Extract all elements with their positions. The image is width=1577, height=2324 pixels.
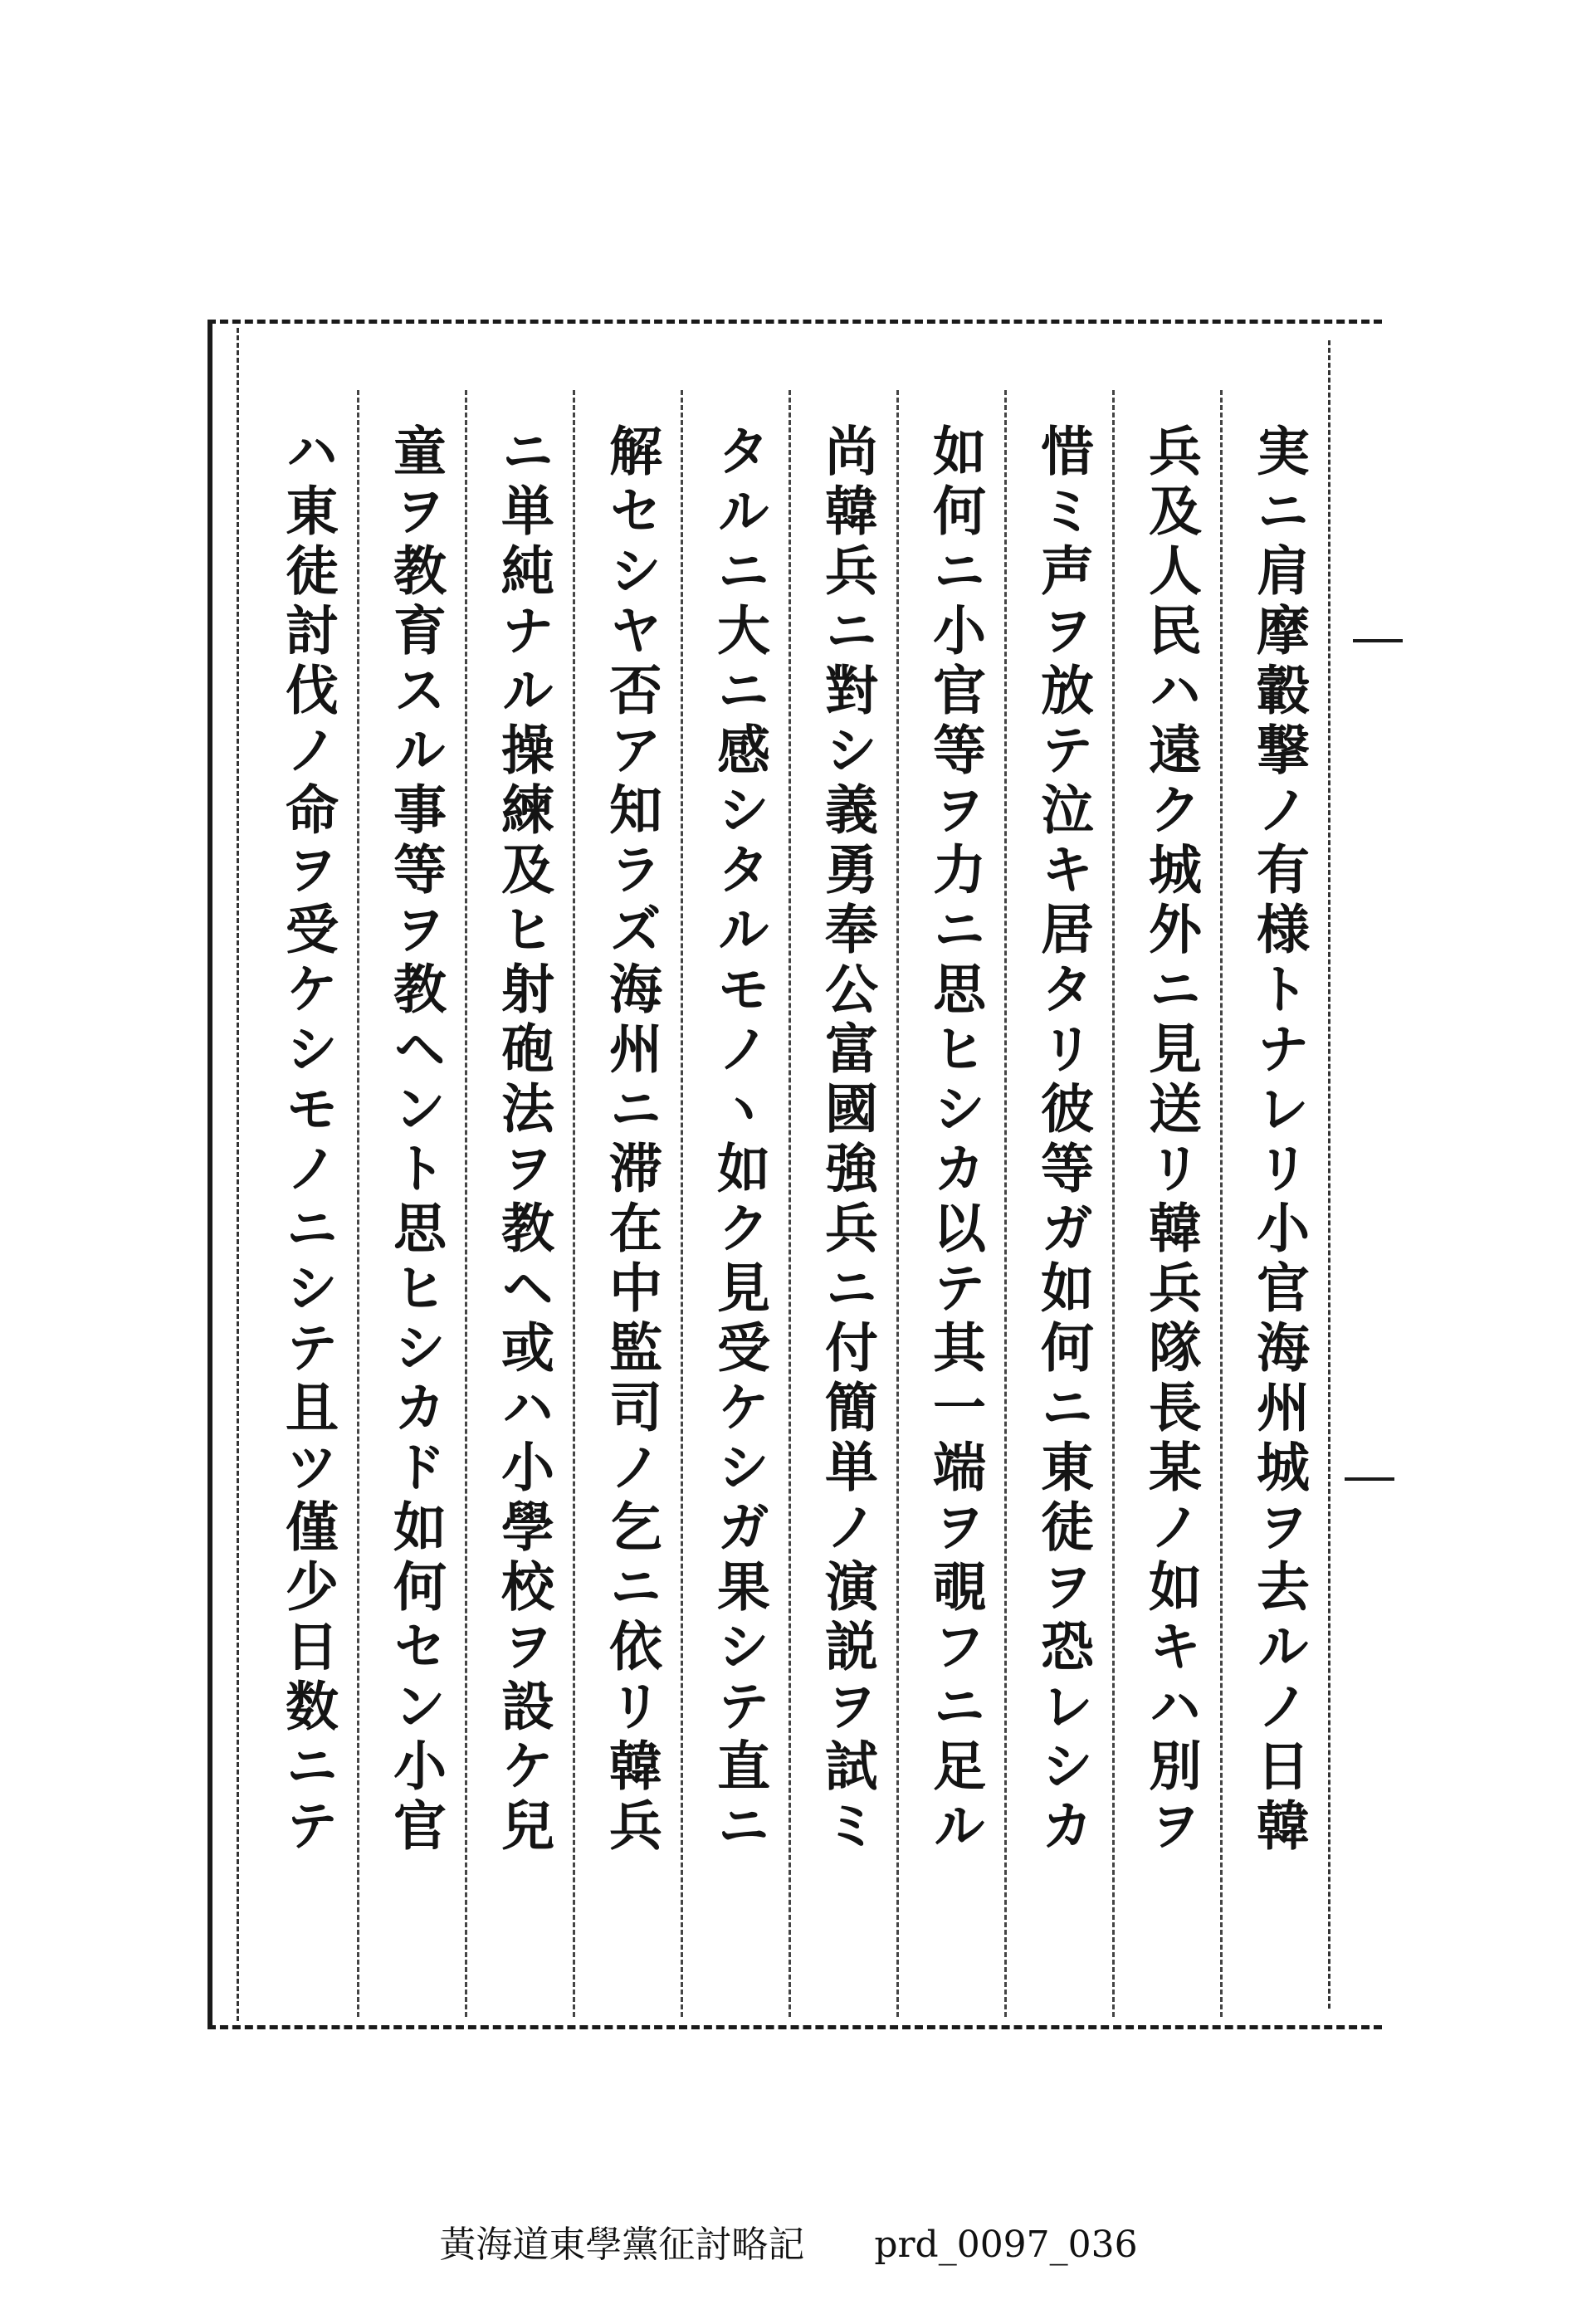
column-rule bbox=[681, 390, 683, 2017]
column-rule bbox=[465, 390, 467, 2017]
frame-left-border bbox=[208, 320, 212, 2029]
column-rule bbox=[357, 390, 359, 2017]
text-column-3: 惜ミ声ヲ放テ泣キ居タリ彼等ガ如何ニ東徒ヲ恐レシカ bbox=[1032, 423, 1094, 1858]
text-column-5: 尚韓兵ニ對シ義勇奉公富國強兵ニ付簡単ノ演説ヲ試ミ bbox=[816, 423, 878, 1858]
text-column-9: 童ヲ教育スル事等ヲ教ヘント思ヒシカド如何セン小官 bbox=[384, 423, 447, 1858]
page-code: prd_0097_036 bbox=[874, 2224, 1138, 2266]
text-column-4: 如何ニ小官等ヲ力ニ思ヒシカ以テ其一端ヲ覗フニ足ル bbox=[924, 423, 986, 1858]
margin-tick-lower bbox=[1345, 1477, 1394, 1481]
column-rule bbox=[1112, 390, 1115, 2017]
frame-right-rule bbox=[1328, 340, 1330, 2009]
text-column-8: ニ単純ナル操練及ヒ射砲法ヲ教ヘ或ハ小學校ヲ設ケ兒 bbox=[492, 423, 554, 1858]
text-columns bbox=[249, 390, 1328, 2017]
text-column-2: 兵及人民ハ遠ク城外ニ見送リ韓兵隊長某ノ如キハ別ヲ bbox=[1140, 423, 1202, 1858]
text-column-7: 解セシヤ否ア知ラズ海州ニ滞在中監司ノ乞ニ依リ韓兵 bbox=[600, 423, 662, 1858]
column-rule bbox=[1004, 390, 1007, 2017]
column-rule bbox=[788, 390, 791, 2017]
page-footer bbox=[0, 2214, 1577, 2268]
column-rule bbox=[573, 390, 575, 2017]
document-title: 黃海道東學黨征討略記 bbox=[439, 2224, 805, 2266]
frame-left-inner-rule bbox=[237, 328, 239, 2021]
text-column-10: ハ東徒討伐ノ命ヲ受ケシモノニシテ且ツ僅少日数ニテ bbox=[276, 423, 339, 1858]
text-column-6: タルニ大ニ感シタルモノヽ如ク見受ケシガ果シテ直ニ bbox=[708, 423, 770, 1858]
column-rule bbox=[896, 390, 899, 2017]
margin-tick-upper bbox=[1353, 639, 1403, 642]
column-rule bbox=[1220, 390, 1223, 2017]
text-column-1: 実ニ肩摩轂撃ノ有様トナレリ小官海州城ヲ去ルノ日韓 bbox=[1247, 423, 1310, 1858]
